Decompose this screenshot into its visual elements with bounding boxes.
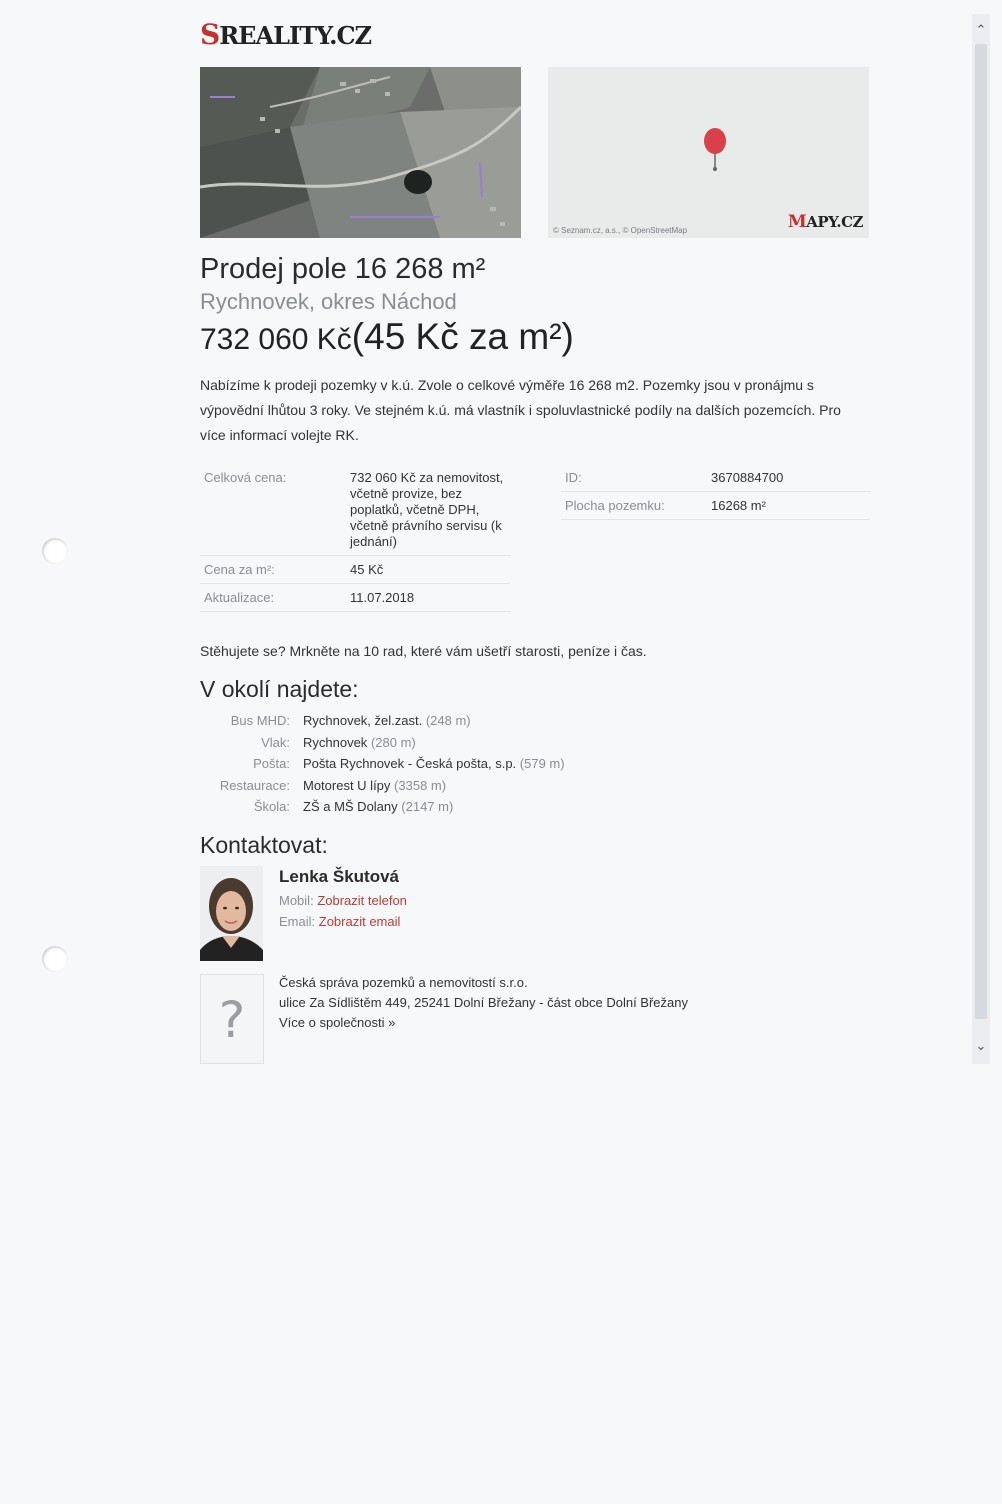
company-name: Česká správa pozemků a nemovitostí s.r.o. (279, 975, 528, 990)
punch-hole (42, 538, 68, 564)
map-copyright: © Seznam.cz, a.s., © OpenStreetMap (553, 226, 688, 235)
param-row-price-per-m2: Cena za m²: 45 Kč (200, 556, 510, 584)
agent-avatar (200, 866, 263, 961)
listing-location: Rychnovek, okres Náchod (200, 289, 457, 314)
scroll-down-icon[interactable]: ⌄ (975, 1038, 987, 1053)
list-item: Vlak: Rychnovek (280 m) (261, 734, 416, 750)
list-item: Škola: ZŠ a MŠ Dolany (2147 m) (253, 799, 454, 814)
company-address: ulice Za Sídlištěm 449, 25241 Dolní Břežany - část obce Dolní Břežany (279, 995, 688, 1010)
listing-price (200, 316, 574, 358)
nearby-list (200, 710, 565, 818)
agent-name: Lenka Škutová (279, 867, 399, 886)
param-row-id: ID: 3670884700 (561, 464, 870, 492)
params-table-left (200, 464, 510, 612)
aerial-photo[interactable] (200, 67, 521, 238)
list-item: Pošta: Pošta Rychnovek - Česká pošta, s.p. (579 m) (253, 756, 565, 771)
list-item: Bus MHD: Rychnovek, žel.zast. (248 m) (230, 713, 471, 728)
agent-mobile: Mobil: Zobrazit telefon (279, 893, 407, 908)
agent-photo (200, 866, 263, 961)
location-map[interactable] (548, 67, 869, 238)
listing-description: Nabízíme k prodeji pozemky v k.ú. Zvole o celkové výměře 16 268 m2. Pozemky jsou v pronájmu s výpovědní lhůtou 3 roky. Ve stejném k.ú. má vlastník i spoluvlastnické podíly na dalších pozemcích. Pro více informací volejte RK. (200, 377, 841, 443)
punch-hole (42, 946, 68, 972)
show-phone-link[interactable]: Zobrazit telefon (317, 893, 407, 908)
sreality-logo[interactable]: SREALITY.CZ (200, 18, 372, 51)
scroll-up-icon[interactable]: ⌃ (975, 22, 987, 37)
contact-heading: Kontaktovat: (200, 832, 328, 858)
scrollbar-thumb[interactable] (975, 44, 987, 1019)
list-item: Restaurace: Motorest U lípy (3358 m) (219, 777, 447, 793)
listing-title: Prodej pole 16 268 m² (200, 253, 486, 285)
show-email-link[interactable]: Zobrazit email (318, 914, 401, 929)
aerial-photo-image (200, 67, 521, 238)
agent-email: Email: Zobrazit email (279, 914, 401, 929)
param-row-area: Plocha pozemku: 16268 m² (561, 492, 870, 520)
nearby-heading: V okolí najdete: (200, 676, 359, 702)
params-table-right (561, 464, 870, 520)
company-more-link[interactable]: Více o společnosti » (279, 1015, 396, 1030)
param-row-total-price: Celková cena: 732 060 Kč za nemovitost, včetně provize, bez poplatků, včetně DPH, včetně právního servisu (k jednání) (200, 464, 510, 556)
param-row-updated: Aktualizace: 11.07.2018 (200, 584, 510, 612)
moving-tips-link[interactable]: Stěhujete se? Mrkněte na 10 rad, které vám ušetří starosti, peníze i čas. (200, 643, 647, 659)
price-total: 732 060 Kč (200, 323, 352, 356)
mapy-logo[interactable]: MAPY.CZ (787, 212, 863, 232)
company-logo-placeholder: ? (200, 974, 264, 1064)
price-per-m2: (45 Kč za m²) (351, 316, 574, 357)
